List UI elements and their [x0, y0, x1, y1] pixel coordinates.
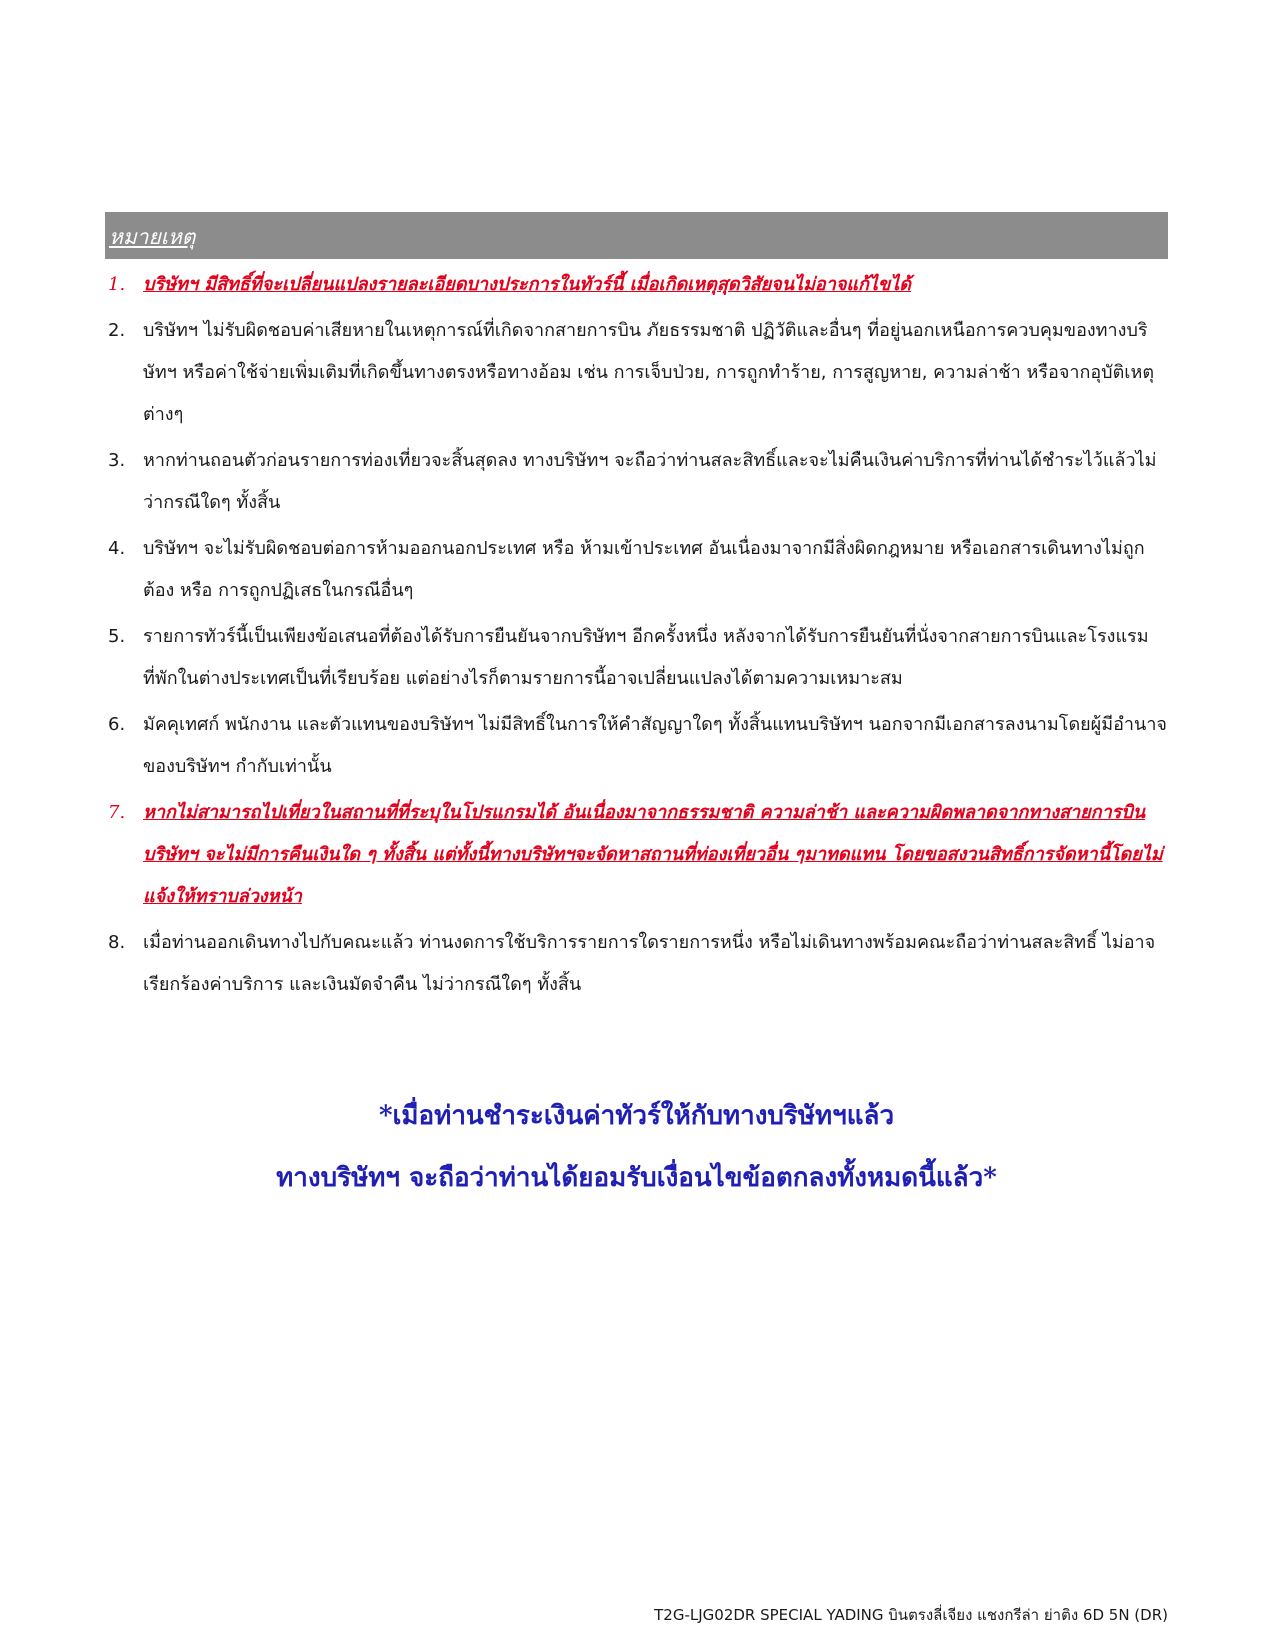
remarks-item-text: มัคคุเทศก์ พนักงาน และตัวแทนของบริษัทฯ ไม่มีสิทธิ์ในการให้คำสัญญาใดๆ ทั้งสิ้นแทนบริษัทฯ นอกจากมีเอกสารลงนามโดยผู้มีอำนาจของบริษัทฯ กำกับเท่านั้น [143, 714, 1167, 777]
remarks-item-6 [105, 704, 1168, 788]
remarks-title: หมายเหตุ [109, 225, 196, 249]
remarks-item-text: หากไม่สามารถไปเที่ยวในสถานที่ที่ระบุในโปรแกรมได้ อันเนื่องมาจากธรรมชาติ ความล่าช้า และความผิดพลาดจากทางสายการบิน บริษัทฯ จะไม่มีการคืนเงินใด ๆ ทั้งสิ้น แต่ทั้งนี้ทางบริษัทฯจะจัดหาสถานที่ท่องเที่ยวอื่น ๆมาทดแทน โดยขอสงวนสิทธิ์การจัดหานี้โดยไม่แจ้งให้ทราบล่วงหน้า [143, 802, 1163, 907]
remarks-item-text: รายการทัวร์นี้เป็นเพียงข้อเสนอที่ต้องได้รับการยืนยันจากบริษัทฯ อีกครั้งหนึ่ง หลังจากได้รับการยืนยันที่นั่งจากสายการบินและโรงแรมที่พักในต่างประเทศเป็นที่เรียบร้อย แต่อย่างไรก็ตามรายการนี้อาจเปลี่ยนแปลงได้ตามความเหมาะสม [143, 626, 1149, 689]
remarks-item-text: บริษัทฯ ไม่รับผิดชอบค่าเสียหายในเหตุการณ์ที่เกิดจากสายการบิน ภัยธรรมชาติ ปฏิวัติและอื่นๆ ที่อยู่นอกเหนือการควบคุมของทางบริษัทฯ หรือค่าใช้จ่ายเพิ่มเติมที่เกิดขึ้นทางตรงหรือทางอ้อม เช่น การเจ็บป่วย, การถูกทำร้าย, การสูญหาย, ความล่าช้า หรือจากอุบัติเหตุต่างๆ [143, 320, 1155, 425]
remarks-item-5 [105, 616, 1168, 700]
page-footer: T2G-LJG02DR SPECIAL YADING บินตรงลี่เจียง แชงกรีล่า ย่าติง 6D 5N (DR) [654, 1606, 1168, 1624]
remarks-item-number: 3. [108, 450, 126, 471]
remarks-item-8 [105, 922, 1168, 1006]
remarks-item-4 [105, 528, 1168, 612]
closing-line-1: *เมื่อท่านชำระเงินค่าทัวร์ให้กับทางบริษัทฯแล้ว [378, 1101, 895, 1131]
remarks-item-2 [105, 310, 1168, 436]
remarks-item-text: หากท่านถอนตัวก่อนรายการท่องเที่ยวจะสิ้นสุดลง ทางบริษัทฯ จะถือว่าท่านสละสิทธิ์และจะไม่คืนเงินค่าบริการที่ท่านได้ชำระไว้แล้วไม่ว่ากรณีใดๆ ทั้งสิ้น [143, 450, 1157, 513]
remarks-item-number: 6. [108, 714, 126, 735]
remarks-item-text: บริษัทฯ จะไม่รับผิดชอบต่อการห้ามออกนอกประเทศ หรือ ห้ามเข้าประเทศ อันเนื่องมาจากมีสิ่งผิดกฎหมาย หรือเอกสารเดินทางไม่ถูกต้อง หรือ การถูกปฏิเสธในกรณีอื่นๆ [143, 538, 1145, 601]
remarks-item-number: 1. [108, 274, 126, 295]
remarks-item-number: 8. [108, 932, 126, 953]
remarks-item-1 [105, 264, 1168, 306]
remarks-item-number: 2. [108, 320, 126, 341]
remarks-list [105, 264, 1168, 1010]
remarks-header-bar [105, 212, 1168, 259]
closing-statement [105, 1085, 1168, 1209]
remarks-item-3 [105, 440, 1168, 524]
remarks-item-number: 4. [108, 538, 126, 559]
remarks-item-text: บริษัทฯ มีสิทธิ์ที่จะเปลี่ยนแปลงรายละเอียดบางประการในทัวร์นี้ เมื่อเกิดเหตุสุดวิสัยจนไม่อาจแก้ไขได้ [143, 274, 911, 295]
remarks-item-number: 7. [108, 802, 126, 823]
remarks-item-text: เมื่อท่านออกเดินทางไปกับคณะแล้ว ท่านงดการใช้บริการรายการใดรายการหนึ่ง หรือไม่เดินทางพร้อมคณะถือว่าท่านสละสิทธิ์ ไม่อาจเรียกร้องค่าบริการ และเงินมัดจำคืน ไม่ว่ากรณีใดๆ ทั้งสิ้น [143, 932, 1156, 995]
remarks-item-7 [105, 792, 1168, 918]
closing-line-2: ทางบริษัทฯ จะถือว่าท่านได้ยอมรับเงื่อนไขข้อตกลงทั้งหมดนี้แล้ว* [276, 1163, 997, 1193]
remarks-item-number: 5. [108, 626, 126, 647]
